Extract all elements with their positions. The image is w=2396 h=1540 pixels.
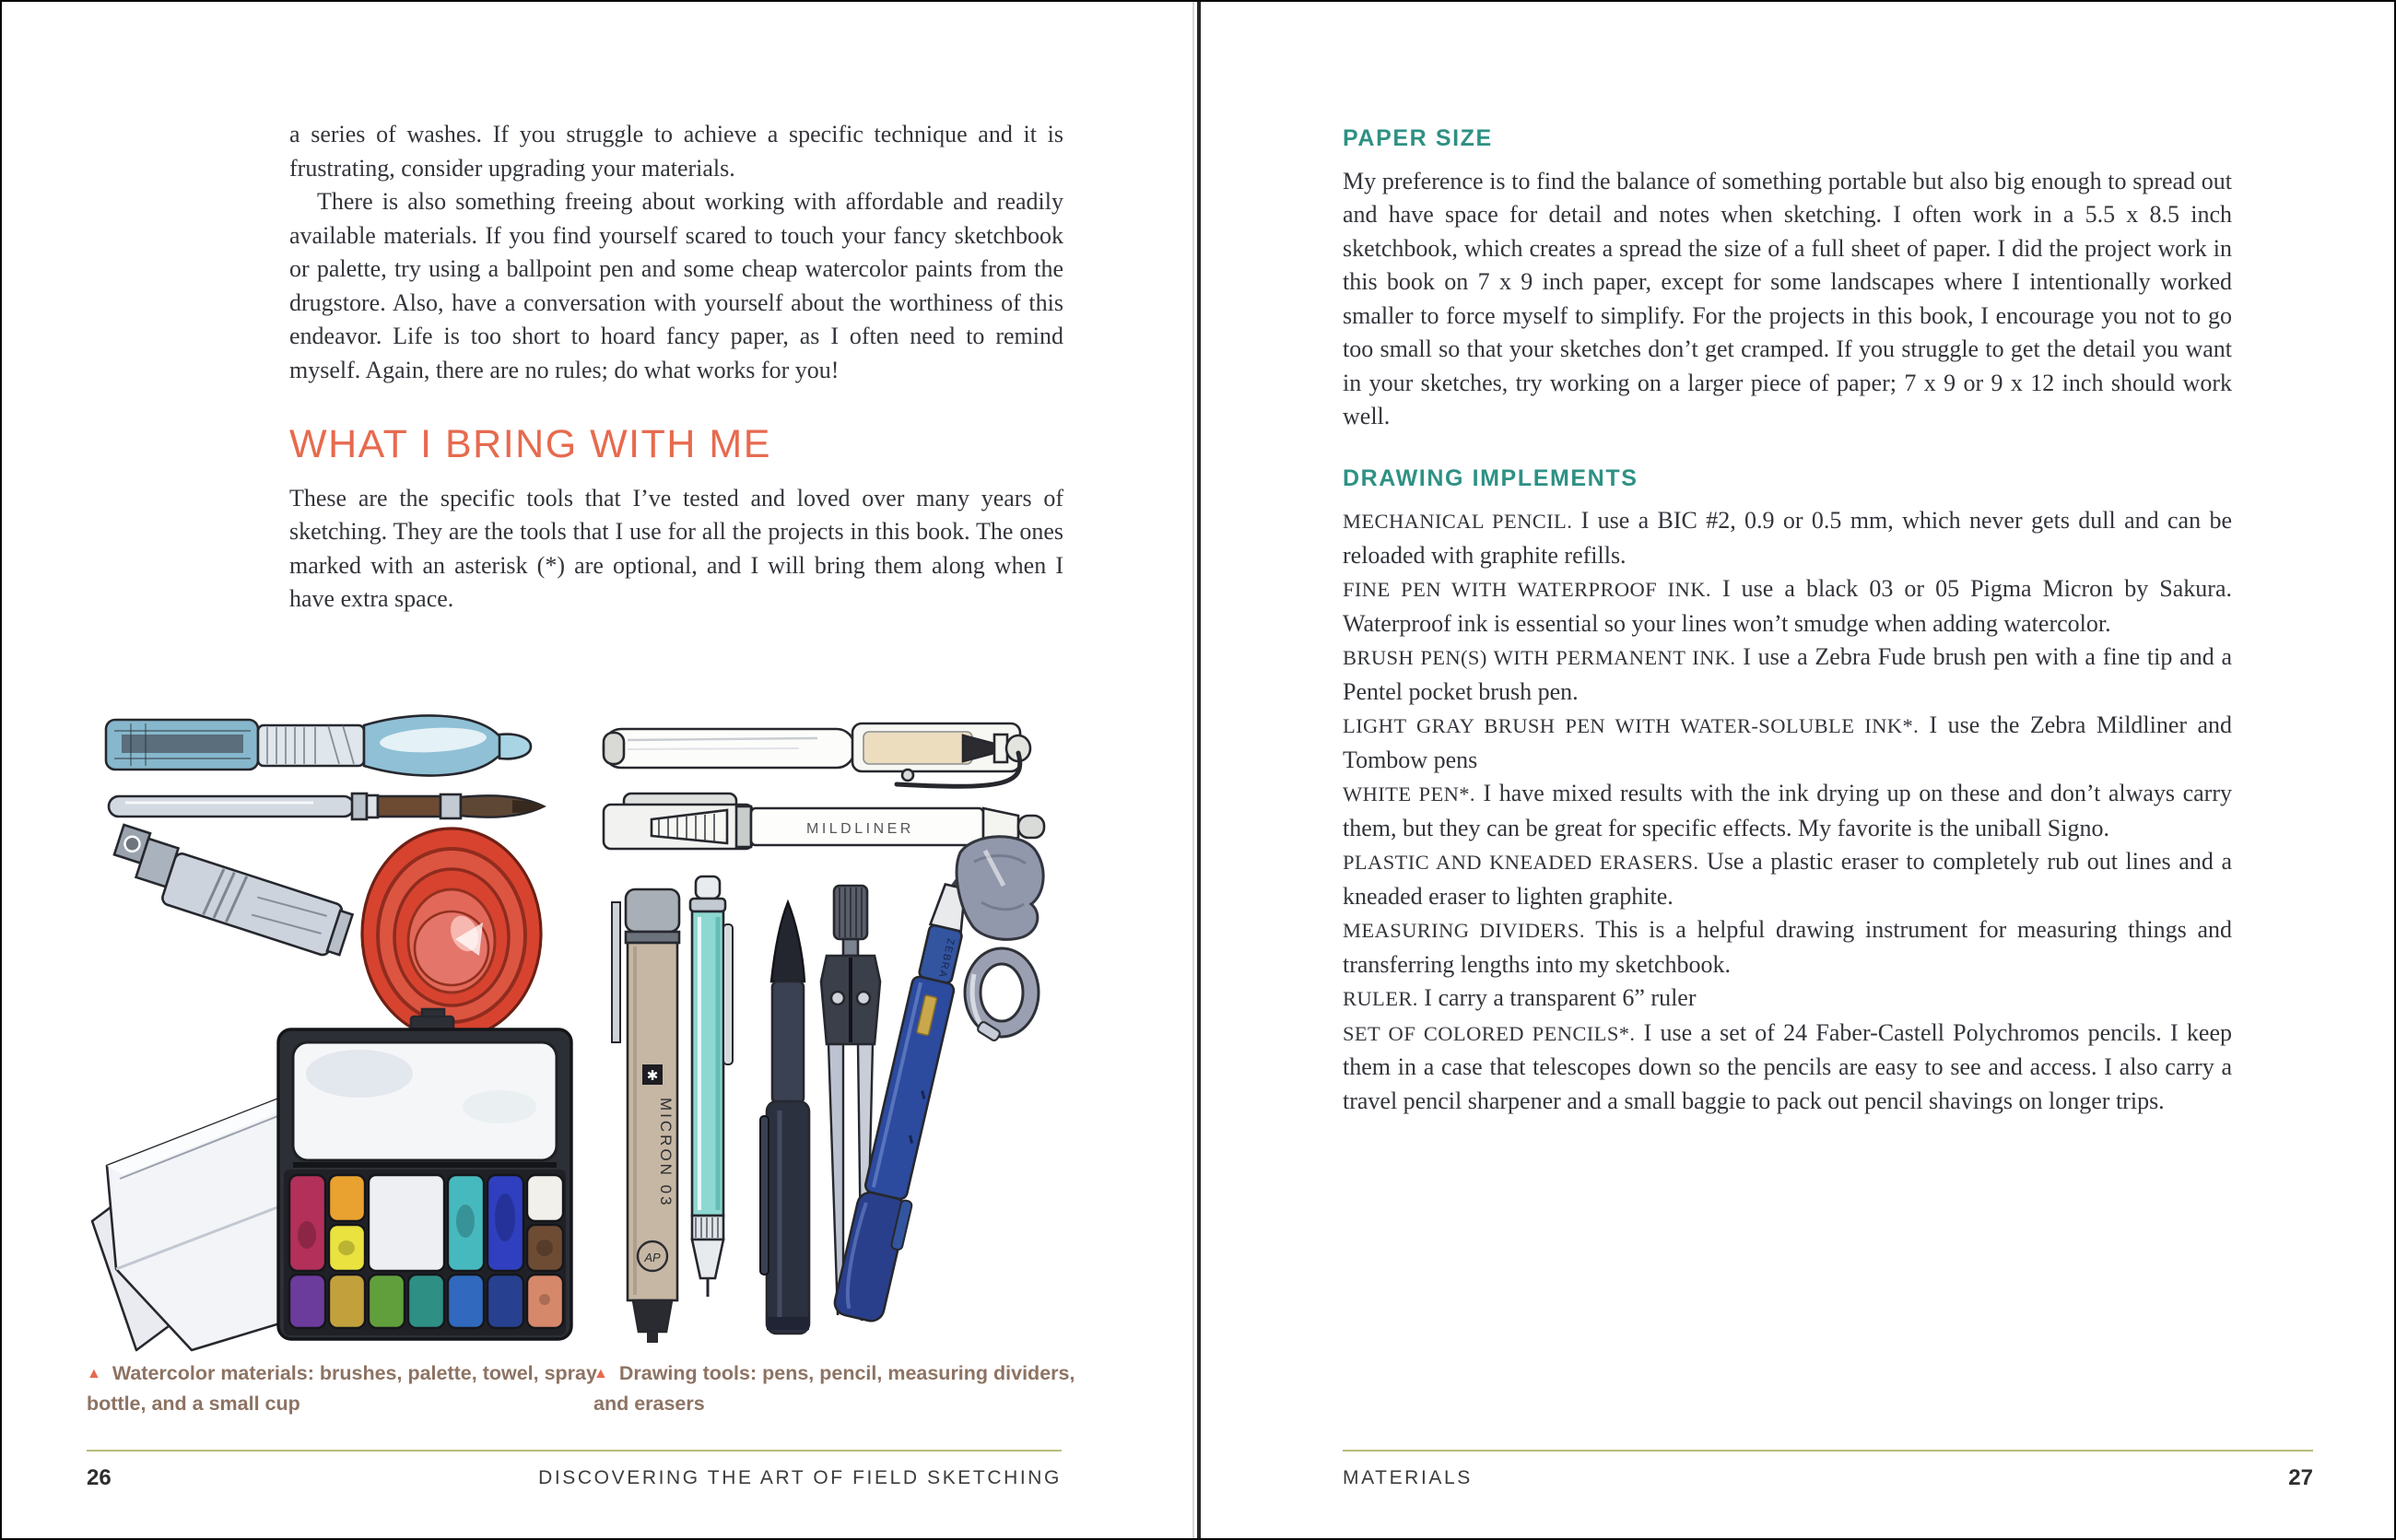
- item-text: Use a plastic eraser to completely rub out lines and a kneaded eraser to lighten graphite.: [1343, 848, 2233, 910]
- brush-pen-illustration: [760, 902, 809, 1334]
- item-text: I use the Zebra Mildliner and Tombow pens: [1343, 711, 2233, 773]
- section-heading-what-i-bring: WHAT I BRING WITH ME: [289, 422, 771, 466]
- implement-item: [1343, 1017, 2232, 1119]
- item-text: I use a BIC #2, 0.9 or 0.5 mm, which never gets dull and can be reloaded with graphite refills.: [1343, 507, 2232, 569]
- item-text: I use a set of 24 Faber-Castell Polychromos pencils. I keep them in a case that telescopes down so the pencils are easy to see and access. I also carry a travel pencil sharpener and a small baggie to pack out pencil shavings on longer trips.: [1343, 1018, 2232, 1114]
- implement-item: [1343, 572, 2232, 641]
- caption-watercolor-materials: [87, 1359, 603, 1417]
- item-text: I have mixed results with the ink drying up on these and don’t always carry them, but they can be great for specific effects. My favorite is the uniball Signo.: [1343, 780, 2233, 841]
- implement-item: [1343, 504, 2232, 572]
- implement-item: [1343, 913, 2232, 982]
- caption-drawing-tools: [593, 1359, 1082, 1417]
- item-text: I carry a transparent 6” ruler: [1424, 984, 1697, 1011]
- item-lead: BRUSH PEN(S) WITH PERMANENT INK.: [1343, 646, 1736, 669]
- page-number-left: 26: [87, 1465, 112, 1490]
- footer-rule-left: [87, 1450, 1062, 1452]
- caption-text: Watercolor materials: brushes, palette, towel, spray bottle, and a small cup: [87, 1362, 597, 1415]
- mildliner-label: MILDLINER: [806, 821, 914, 837]
- paragraph: These are the specific tools that I’ve tested and loved over many years of sketching. They are the tools that I use for all the projects in this book. The ones marked with an asterisk (*) are optional, and I will bring them along when I have extra space.: [289, 484, 1063, 612]
- implement-item: [1343, 641, 2232, 709]
- zebra-label: ZEBRA: [935, 936, 957, 980]
- paper-size-body: My preference is to find the balance of something portable but also big enough to spread out and have space for detail and notes when sketching. I often work in a 5.5 x 8.5 inch sketchbook, which creates a spread the size of a full sheet of paper. I did the project work in this book on 7 x 9 inch paper, except for some landscapes where I intentionally worked smaller to force myself to simplify. For the projects in this book, I encourage you not to go too small so that your sketches don’t get cramped. If you struggle to get the detail you want in your sketches, try working on a larger piece of paper; 7 x 9 or 9 x 12 inch should work well.: [1343, 167, 2232, 429]
- section-heading-drawing-implements: DRAWING IMPLEMENTS: [1343, 464, 1638, 491]
- section-heading-paper-size: PAPER SIZE: [1343, 125, 1493, 151]
- item-text: This is a helpful drawing instrument for measuring things and transferring lengths into my sketchbook.: [1343, 916, 2233, 978]
- paragraph: a series of washes. If you struggle to achieve a specific technique and it is frustrating, consider upgrading your materials.: [289, 121, 1063, 182]
- watercolor-materials-illustration: [83, 705, 581, 1359]
- item-lead: MEASURING DIVIDERS.: [1343, 919, 1585, 942]
- spray-bottle-illustration: [104, 825, 357, 960]
- page-number-right: 27: [2288, 1465, 2313, 1490]
- paragraph: There is also something freeing about working with affordable and readily available materials. If you find yourself scared to touch your fancy sketchbook or palette, try using a ballpoint pen and some cheap watercolor paints from the drugstore. Also, have a conversation with yourself about the worthiness of this endeavor. Life is too short to hoard fancy paper, as I often need to remind myself. Again, there are no rules; do what works for you!: [289, 188, 1063, 383]
- red-cup-illustration: [362, 829, 541, 1039]
- item-lead: SET OF COLORED PENCILS*.: [1343, 1021, 1636, 1045]
- drawing-tools-illustration: [587, 705, 1085, 1359]
- item-text: I use a black 03 or 05 Pigma Micron by Sakura. Waterproof ink is essential so your lines won’t smudge when adding watercolor.: [1343, 575, 2232, 637]
- right-page-text-column: [1343, 122, 2232, 1118]
- item-text: I use a Zebra Fude brush pen with a fine tip and a Pentel pocket brush pen.: [1343, 643, 2233, 705]
- eraser-ring-illustration: [965, 948, 1039, 1041]
- item-lead: RULER.: [1343, 987, 1418, 1010]
- item-lead: PLASTIC AND KNEADED ERASERS.: [1343, 851, 1699, 874]
- paint-pans: [289, 1175, 563, 1328]
- implement-item: [1343, 982, 2232, 1017]
- watercolor-palette-illustration: [278, 1009, 571, 1339]
- micron-pen-illustration: [612, 889, 679, 1343]
- item-lead: WHITE PEN*.: [1343, 782, 1475, 805]
- footer-rule-right: [1343, 1450, 2313, 1452]
- micron-label: MICRON 03: [657, 1098, 675, 1208]
- triangle-marker-icon: ▲: [87, 1366, 101, 1381]
- triangle-marker-icon: ▲: [593, 1366, 608, 1381]
- kneaded-eraser-illustration: [957, 837, 1043, 940]
- implement-item: [1343, 709, 2232, 777]
- implement-item: [1343, 777, 2232, 845]
- caption-text: Drawing tools: pens, pencil, measuring dividers, and erasers: [593, 1362, 1075, 1415]
- item-lead: MECHANICAL PENCIL.: [1343, 510, 1573, 533]
- page-gutter-highlight: [1192, 2, 1194, 1538]
- running-title-right: MATERIALS: [1343, 1467, 1473, 1488]
- item-lead: LIGHT GRAY BRUSH PEN WITH WATER-SOLUBLE INK*.: [1343, 714, 1920, 737]
- running-title-left: DISCOVERING THE ART OF FIELD SKETCHING: [538, 1467, 1062, 1488]
- item-lead: FINE PEN WITH WATERPROOF INK.: [1343, 578, 1711, 601]
- waterbrush-illustration: [106, 716, 531, 776]
- implement-item: [1343, 845, 2232, 913]
- micron-ap-logo: AP: [644, 1251, 661, 1264]
- page-gutter-line: [1197, 2, 1201, 1538]
- micron-asterisk-logo: ✱: [646, 1068, 659, 1084]
- white-pen-illustration: [604, 723, 1030, 786]
- mechanical-pencil-illustration: [690, 876, 733, 1297]
- paintbrush-illustration: [109, 794, 544, 819]
- left-page-text-column: [289, 118, 1063, 617]
